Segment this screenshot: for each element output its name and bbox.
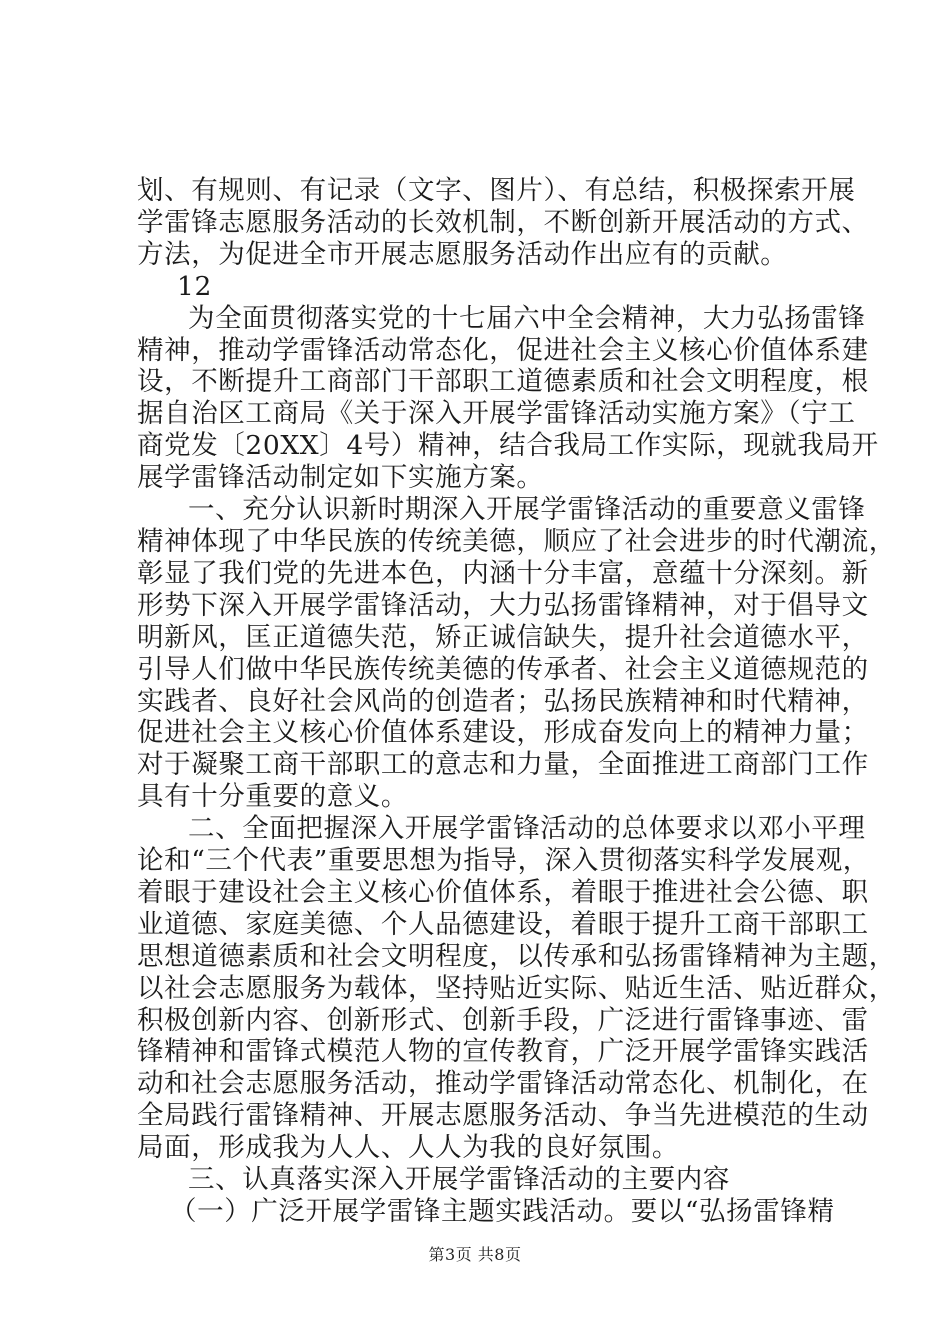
text-line: 方法，为促进全市开展志愿服务活动作出应有的贡献。 [137,238,788,270]
text-line: 着眼于建设社会主义核心价值体系，着眼于推进社会公德、职 [137,876,869,908]
text-line: 局面，形成我为人人、人人为我的良好氛围。 [137,1132,679,1164]
text-line: 为全面贯彻落实党的十七届六中全会精神，大力弘扬雷锋 [188,302,866,334]
text-line: 积极创新内容、创新形式、创新手段，广泛进行雷锋事迹、雷 [137,1004,869,1036]
text-line: 以社会志愿服务为载体，坚持贴近实际、贴近生活、贴近群众， [137,972,896,1004]
text-line: 学雷锋志愿服务活动的长效机制，不断创新开展活动的方式、 [137,206,869,238]
document-body [137,175,896,1228]
text-line: 划、有规则、有记录（文字、图片）、有总结，积极探索开展 [137,175,856,206]
text-line: 精神体现了中华民族的传统美德，顺应了社会进步的时代潮流， [137,525,896,557]
subsection-line: （一）广泛开展学雷锋主题实践活动。要以“弘扬雷锋精 [170,1196,835,1227]
text-line: 引导人们做中华民族传统美德的传承者、社会主义道德规范的 [137,653,869,685]
text-line: 商党发〔20XX〕4号）精神，结合我局工作实际，现就我局开 [137,430,879,462]
text-line: 明新风，匡正道德失范，矫正诚信缺失，提升社会道德水平， [137,621,869,653]
text-line: 具有十分重要的意义。 [137,781,408,813]
text-line: 业道德、家庭美德、个人品德建设，着眼于提升工商干部职工 [137,908,869,940]
page-footer: 第3页 共8页 [428,1245,522,1264]
text-line: 对于凝聚工商干部职工的意志和力量，全面推进工商部门工作 [137,749,869,781]
text-line: 据自治区工商局《关于深入开展学雷锋活动实施方案》（宁工 [137,398,856,430]
text-line: 彰显了我们党的先进本色，内涵十分丰富，意蕴十分深刻。新 [137,557,869,589]
text-line: 实践者、良好社会风尚的创造者；弘扬民族精神和时代精神， [137,685,869,717]
section-number: 12 [177,270,212,302]
text-line: 促进社会主义核心价值体系建设，形成奋发向上的精神力量； [137,717,869,749]
text-line: 论和“三个代表”重要思想为指导，深入贯彻落实科学发展观， [137,845,870,877]
text-line: 精神，推动学雷锋活动常态化，促进社会主义核心价值体系建 [137,334,869,366]
text-line: 设，不断提升工商部门干部职工道德素质和社会文明程度，根 [137,366,869,398]
text-line: 锋精神和雷锋式模范人物的宣传教育，广泛开展学雷锋实践活 [137,1036,869,1068]
section-heading-line: 一、充分认识新时期深入开展学雷锋活动的重要意义雷锋 [188,494,866,526]
section-heading-line: 二、全面把握深入开展学雷锋活动的总体要求以邓小平理 [188,813,866,845]
section-heading-line: 三、认真落实深入开展学雷锋活动的主要内容 [188,1164,730,1196]
text-line: 动和社会志愿服务活动，推动学雷锋活动常态化、机制化，在 [137,1068,869,1100]
text-line: 展学雷锋活动制定如下实施方案。 [137,462,544,494]
text-line: 全局践行雷锋精神、开展志愿服务活动、争当先进模范的生动 [137,1100,869,1132]
text-line: 形势下深入开展学雷锋活动，大力弘扬雷锋精神，对于倡导文 [137,589,869,621]
text-line: 思想道德素质和社会文明程度，以传承和弘扬雷锋精神为主题， [137,940,896,972]
